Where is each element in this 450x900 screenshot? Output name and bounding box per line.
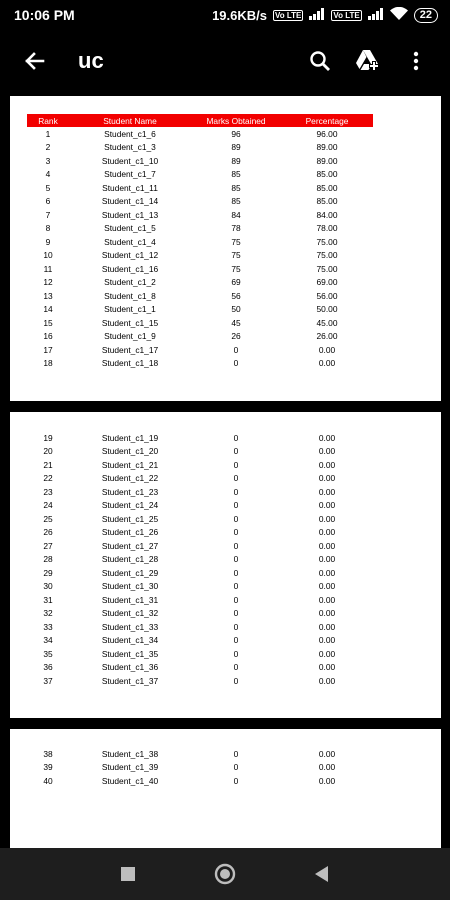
- cell-student-name: Student_c1_19: [101, 432, 159, 443]
- cell-student-name: Student_c1_39: [101, 762, 159, 773]
- drive-icon: [355, 49, 381, 73]
- cell-rank: 11: [43, 263, 53, 274]
- app-bar: [0, 30, 450, 92]
- header-rank: Rank: [38, 115, 58, 126]
- cell-percentage: 0.00: [318, 486, 336, 497]
- table-row: [27, 303, 373, 317]
- cell-rank: 9: [45, 236, 51, 247]
- cell-student-name: Student_c1_14: [101, 196, 159, 207]
- cell-student-name: Student_c1_23: [101, 486, 159, 497]
- cell-rank: 22: [43, 473, 53, 484]
- cell-student-name: Student_c1_20: [101, 446, 159, 457]
- cell-percentage: 96.00: [316, 128, 338, 139]
- cell-percentage: 0.00: [318, 621, 336, 632]
- pdf-page-2[interactable]: [10, 412, 441, 718]
- status-bar: [0, 0, 450, 30]
- cell-percentage: 75.00: [316, 250, 338, 261]
- cell-student-name: Student_c1_6: [104, 128, 156, 139]
- cell-rank: 21: [43, 459, 53, 470]
- table-row: [27, 747, 373, 761]
- cell-student-name: Student_c1_27: [101, 540, 159, 551]
- status-time: 10:06 PM: [14, 7, 75, 23]
- cell-student-name: Student_c1_10: [101, 155, 159, 166]
- cell-marks: 0: [233, 432, 239, 443]
- volte-icon: Vo LTE: [275, 10, 302, 20]
- table-row: [27, 208, 373, 222]
- table-row: [27, 593, 373, 607]
- table-row: [27, 289, 373, 303]
- table-row: [27, 195, 373, 209]
- cell-rank: 16: [43, 331, 53, 342]
- cell-marks: 0: [233, 762, 239, 773]
- cell-student-name: Student_c1_40: [101, 775, 159, 786]
- cell-rank: 39: [43, 762, 53, 773]
- cell-marks: 78: [231, 223, 241, 234]
- table-row: [27, 634, 373, 648]
- cell-percentage: 84.00: [316, 209, 338, 220]
- file-title: uc: [78, 48, 104, 73]
- cell-percentage: 89.00: [316, 155, 338, 166]
- table-row: [27, 761, 373, 775]
- cell-rank: 25: [43, 513, 53, 524]
- table-row: [27, 580, 373, 594]
- cell-marks: 0: [233, 473, 239, 484]
- cell-student-name: Student_c1_37: [101, 675, 159, 686]
- cell-percentage: 0.00: [318, 608, 336, 619]
- cell-rank: 19: [43, 432, 53, 443]
- table-row: [27, 262, 373, 276]
- cell-percentage: 0.00: [318, 581, 336, 592]
- signal-icon: [309, 8, 325, 23]
- cell-percentage: 26.00: [316, 331, 338, 342]
- cell-rank: 34: [43, 635, 53, 646]
- cell-marks: 0: [233, 554, 239, 565]
- table-row: [27, 553, 373, 567]
- cell-rank: 35: [43, 648, 53, 659]
- cell-student-name: Student_c1_34: [101, 635, 159, 646]
- table-row: [27, 512, 373, 526]
- volte-icon-2: Vo LTE: [333, 10, 360, 20]
- cell-student-name: Student_c1_24: [101, 500, 159, 511]
- cell-student-name: Student_c1_18: [101, 358, 159, 369]
- back-triangle-icon: [315, 866, 329, 882]
- cell-marks: 45: [231, 317, 241, 328]
- signal-icon-2: [368, 8, 384, 23]
- wifi-icon: [390, 7, 408, 23]
- cell-percentage: 0.00: [318, 554, 336, 565]
- cell-marks: 0: [233, 648, 239, 659]
- cell-student-name: Student_c1_1: [104, 304, 156, 315]
- cell-marks: 0: [233, 621, 239, 632]
- table-row: [27, 168, 373, 182]
- cell-rank: 20: [43, 446, 53, 457]
- cell-marks: 0: [233, 486, 239, 497]
- table-row: [27, 485, 373, 499]
- cell-marks: 0: [233, 446, 239, 457]
- cell-rank: 36: [43, 662, 53, 673]
- cell-student-name: Student_c1_11: [102, 182, 158, 193]
- table-row: [27, 154, 373, 168]
- cell-student-name: Student_c1_15: [101, 317, 159, 328]
- cell-student-name: Student_c1_8: [104, 290, 156, 301]
- cell-percentage: 0.00: [318, 500, 336, 511]
- cell-rank: 13: [43, 290, 53, 301]
- table-row: [27, 566, 373, 580]
- cell-rank: 23: [43, 486, 53, 497]
- home-circle-icon: [214, 863, 236, 885]
- cell-student-name: Student_c1_16: [101, 263, 159, 274]
- cell-marks: 0: [233, 662, 239, 673]
- cell-marks: 75: [231, 250, 241, 261]
- cell-marks: 89: [231, 155, 241, 166]
- cell-rank: 14: [43, 304, 53, 315]
- table-row: [27, 276, 373, 290]
- table-row: [27, 499, 373, 513]
- cell-rank: 38: [43, 748, 53, 759]
- cell-percentage: 0.00: [318, 513, 336, 524]
- cell-student-name: Student_c1_30: [101, 581, 159, 592]
- table-row: [27, 674, 373, 688]
- cell-percentage: 75.00: [316, 263, 338, 274]
- cell-marks: 0: [233, 540, 239, 551]
- cell-rank: 26: [43, 527, 53, 538]
- cell-rank: 30: [43, 581, 53, 592]
- table-row: [27, 774, 373, 788]
- pdf-page-3[interactable]: [10, 729, 441, 848]
- cell-rank: 1: [45, 128, 51, 139]
- table-row: [27, 647, 373, 661]
- cell-percentage: 0.00: [318, 473, 336, 484]
- cell-marks: 0: [233, 513, 239, 524]
- table-row: [27, 181, 373, 195]
- cell-percentage: 0.00: [318, 432, 336, 443]
- cell-rank: 33: [43, 621, 53, 632]
- cell-rank: 29: [43, 567, 53, 578]
- net-speed: 19.6KB/s: [212, 7, 267, 23]
- header-percentage: Percentage: [305, 115, 349, 126]
- cell-rank: 18: [43, 358, 53, 369]
- cell-student-name: Student_c1_4: [104, 236, 156, 247]
- cell-rank: 17: [43, 344, 53, 355]
- cell-marks: 89: [231, 142, 241, 153]
- cell-rank: 24: [43, 500, 53, 511]
- results-table-page-3: [27, 747, 373, 788]
- system-nav-bar: [0, 848, 450, 900]
- cell-percentage: 85.00: [316, 196, 338, 207]
- cell-percentage: 0.00: [318, 459, 336, 470]
- cell-student-name: Student_c1_5: [104, 223, 156, 234]
- cell-marks: 84: [231, 209, 241, 220]
- cell-marks: 0: [233, 594, 239, 605]
- cell-percentage: 0.00: [318, 527, 336, 538]
- cell-student-name: Student_c1_29: [101, 567, 159, 578]
- table-row: [27, 620, 373, 634]
- cell-rank: 40: [43, 775, 53, 786]
- cell-percentage: 0.00: [318, 446, 336, 457]
- more-options-button[interactable]: [396, 41, 436, 81]
- cell-marks: 0: [233, 608, 239, 619]
- cell-rank: 5: [45, 182, 51, 193]
- header-student-name: Student Name: [103, 115, 157, 126]
- cell-percentage: 45.00: [316, 317, 338, 328]
- cell-student-name: Student_c1_13: [101, 209, 159, 220]
- cell-percentage: 50.00: [316, 304, 338, 315]
- cell-marks: 26: [231, 331, 241, 342]
- cell-marks: 85: [231, 169, 241, 180]
- cell-student-name: Student_c1_21: [101, 459, 159, 470]
- cell-student-name: Student_c1_7: [104, 169, 156, 180]
- cell-student-name: Student_c1_28: [101, 554, 159, 565]
- cell-percentage: 0.00: [318, 594, 336, 605]
- cell-rank: 6: [45, 196, 51, 207]
- cell-marks: 0: [233, 748, 239, 759]
- table-row: [27, 526, 373, 540]
- table-row: [27, 431, 373, 445]
- cell-marks: 0: [233, 459, 239, 470]
- table-row: [27, 235, 373, 249]
- cell-student-name: Student_c1_12: [101, 250, 159, 261]
- cell-student-name: Student_c1_9: [104, 331, 156, 342]
- table-row: [27, 445, 373, 459]
- cell-student-name: Student_c1_3: [104, 142, 156, 153]
- table-row: [27, 357, 373, 371]
- cell-percentage: 0.00: [318, 748, 336, 759]
- cell-rank: 12: [43, 277, 53, 288]
- cell-rank: 4: [45, 169, 51, 180]
- nav-back-button[interactable]: [304, 856, 340, 892]
- cell-student-name: Student_c1_38: [101, 748, 159, 759]
- table-row: [27, 607, 373, 621]
- table-row: [27, 343, 373, 357]
- cell-rank: 2: [45, 142, 51, 153]
- cell-percentage: 0.00: [318, 344, 336, 355]
- table-header: [27, 114, 373, 127]
- cell-percentage: 0.00: [318, 775, 336, 786]
- status-icons: [212, 7, 438, 23]
- cell-marks: 75: [231, 236, 241, 247]
- table-row: [27, 127, 373, 141]
- cell-rank: 10: [43, 250, 53, 261]
- back-button[interactable]: [14, 41, 54, 81]
- cell-marks: 96: [231, 128, 241, 139]
- cell-student-name: Student_c1_31: [101, 594, 159, 605]
- cell-rank: 31: [43, 594, 53, 605]
- cell-student-name: Student_c1_26: [101, 527, 159, 538]
- cell-marks: 75: [231, 263, 241, 274]
- search-icon: [309, 50, 331, 72]
- cell-percentage: 85.00: [316, 169, 338, 180]
- pdf-page-1[interactable]: [10, 96, 441, 401]
- cell-rank: 7: [45, 209, 51, 220]
- table-row: [27, 316, 373, 330]
- cell-percentage: 75.00: [316, 236, 338, 247]
- table-row: [27, 539, 373, 553]
- table-row: [27, 330, 373, 344]
- cell-percentage: 78.00: [316, 223, 338, 234]
- table-row: [27, 141, 373, 155]
- cell-rank: 37: [43, 675, 53, 686]
- cell-percentage: 89.00: [316, 142, 338, 153]
- cell-marks: 0: [233, 358, 239, 369]
- cell-percentage: 56.00: [316, 290, 338, 301]
- battery-icon: 22: [414, 8, 438, 23]
- cell-percentage: 0.00: [318, 567, 336, 578]
- cell-rank: 15: [43, 317, 53, 328]
- recents-button[interactable]: [110, 856, 146, 892]
- results-table-page-2: [27, 431, 373, 688]
- cell-percentage: 0.00: [318, 540, 336, 551]
- cell-student-name: Student_c1_33: [101, 621, 159, 632]
- cell-student-name: Student_c1_17: [101, 344, 159, 355]
- results-table-page-1: [27, 114, 373, 370]
- table-row: [27, 472, 373, 486]
- cell-marks: 0: [233, 581, 239, 592]
- cell-marks: 69: [231, 277, 241, 288]
- recents-square-icon: [121, 867, 135, 881]
- cell-marks: 56: [231, 290, 241, 301]
- cell-percentage: 0.00: [318, 358, 336, 369]
- cell-marks: 0: [233, 344, 239, 355]
- header-marks: Marks Obtained: [206, 115, 266, 126]
- back-arrow-icon: [23, 50, 45, 72]
- cell-marks: 0: [233, 527, 239, 538]
- cell-rank: 27: [43, 540, 53, 551]
- search-button[interactable]: [300, 41, 340, 81]
- cell-rank: 8: [45, 223, 51, 234]
- more-vert-icon: [413, 51, 419, 71]
- table-row: [27, 661, 373, 675]
- cell-percentage: 85.00: [316, 182, 338, 193]
- cell-rank: 28: [43, 554, 53, 565]
- cell-percentage: 0.00: [318, 635, 336, 646]
- home-button[interactable]: [207, 856, 243, 892]
- cell-rank: 3: [45, 155, 51, 166]
- cell-student-name: Student_c1_35: [101, 648, 159, 659]
- cell-student-name: Student_c1_36: [101, 662, 159, 673]
- cell-percentage: 69.00: [316, 277, 338, 288]
- cell-marks: 0: [233, 675, 239, 686]
- cell-rank: 32: [43, 608, 53, 619]
- table-row: [27, 222, 373, 236]
- table-row: [27, 249, 373, 263]
- cell-marks: 0: [233, 775, 239, 786]
- cell-percentage: 0.00: [318, 762, 336, 773]
- add-to-drive-button[interactable]: [348, 41, 388, 81]
- cell-student-name: Student_c1_2: [104, 277, 156, 288]
- table-row: [27, 458, 373, 472]
- cell-marks: 50: [231, 304, 241, 315]
- cell-student-name: Student_c1_22: [101, 473, 159, 484]
- cell-marks: 0: [233, 500, 239, 511]
- cell-marks: 85: [231, 196, 241, 207]
- cell-percentage: 0.00: [318, 662, 336, 673]
- cell-student-name: Student_c1_32: [101, 608, 159, 619]
- cell-percentage: 0.00: [318, 648, 336, 659]
- cell-student-name: Student_c1_25: [101, 513, 159, 524]
- cell-marks: 0: [233, 567, 239, 578]
- cell-marks: 85: [231, 182, 241, 193]
- cell-marks: 0: [233, 635, 239, 646]
- cell-percentage: 0.00: [318, 675, 336, 686]
